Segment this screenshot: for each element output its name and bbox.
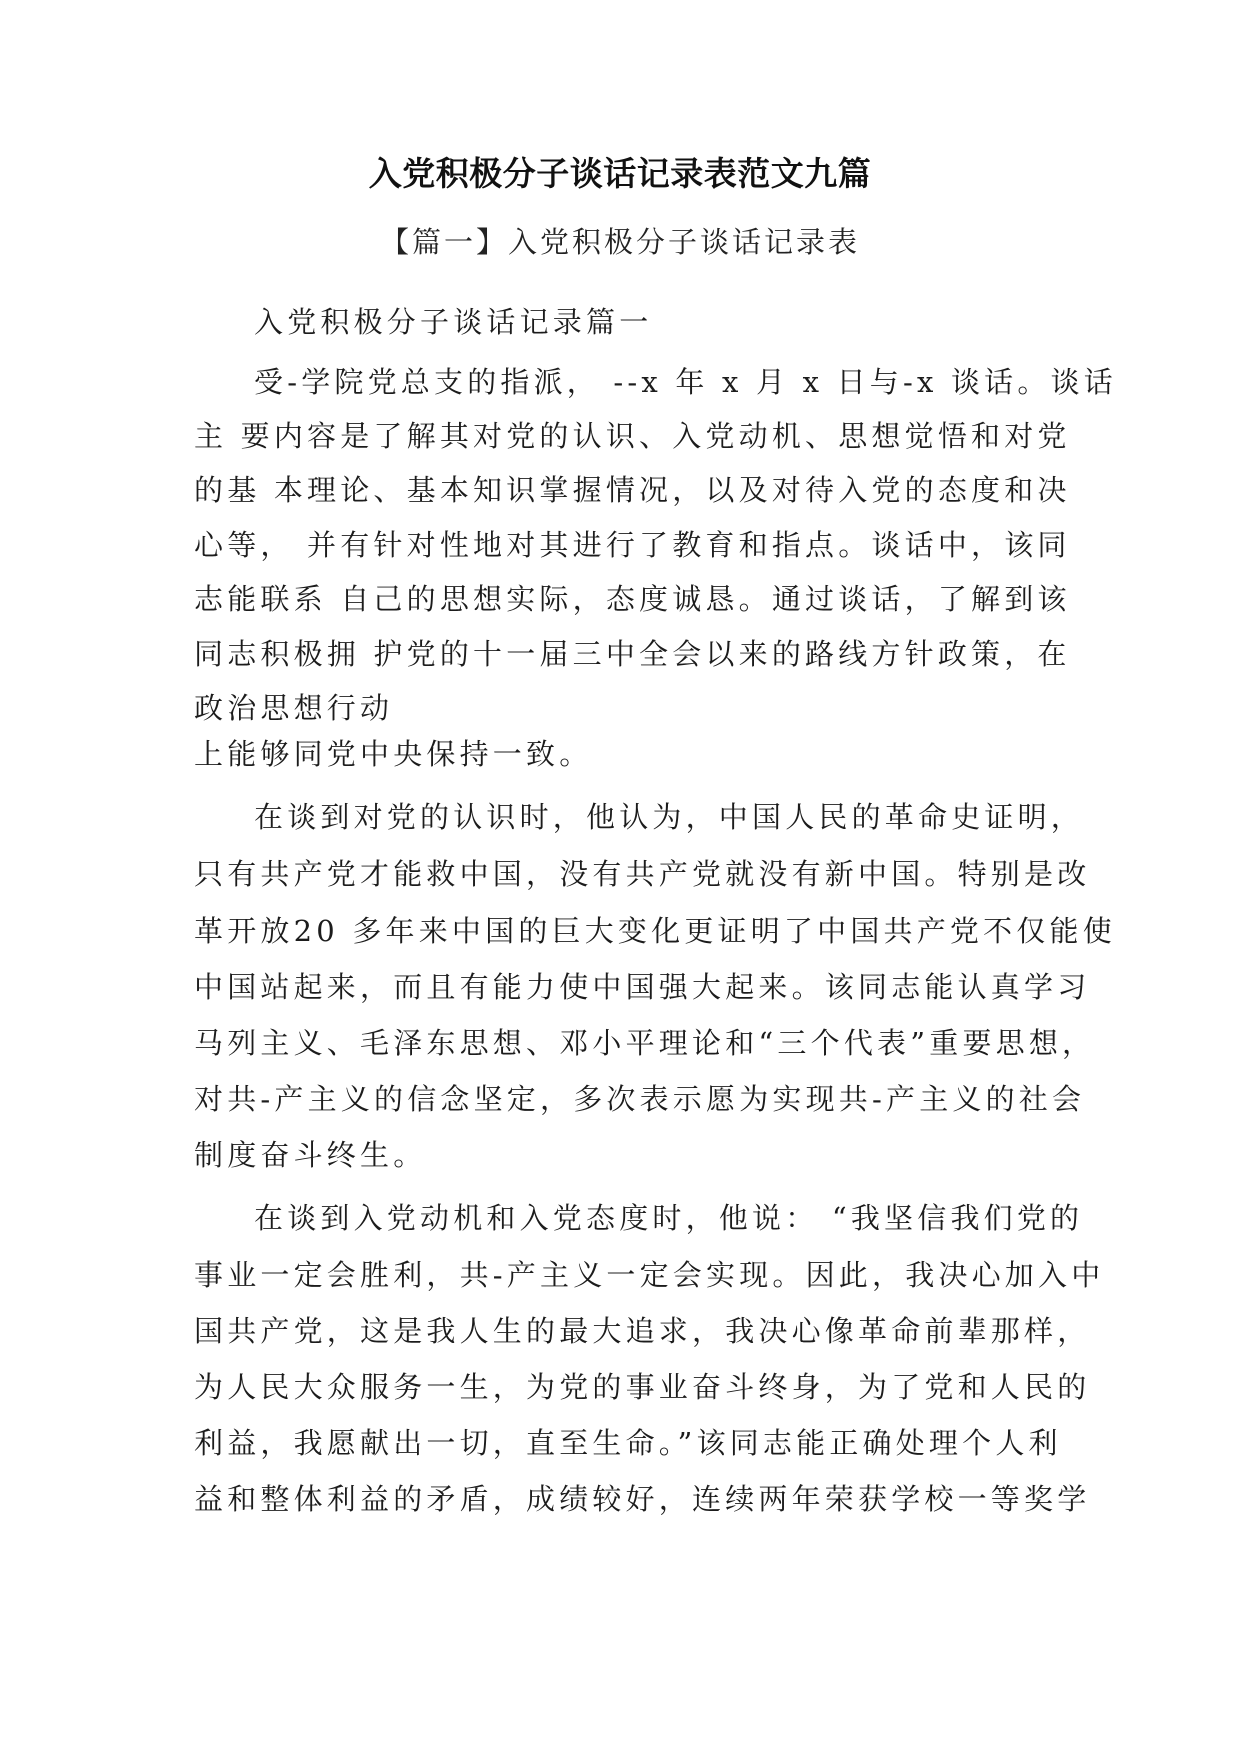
- paragraph-line: 事业一定会胜利，共-产主义一定会实现。因此，我决心加入中: [194, 1258, 1105, 1292]
- document-title: 入党积极分子谈话记录表范文九篇: [368, 154, 872, 193]
- paragraph-line: 国共产党，这是我人生的最大追求，我决心像革命前辈那样，: [194, 1314, 1091, 1348]
- paragraph-line: 的基 本理论、基本知识掌握情况，以及对待入党的态度和决: [194, 473, 1071, 507]
- paragraph-line: 只有共产党才能救中国，没有共产党就没有新中国。特别是改: [194, 857, 1091, 891]
- section-heading: 【篇一】入党积极分子谈话记录表: [379, 225, 860, 259]
- subheading: 入党积极分子谈话记录篇一: [254, 305, 653, 339]
- paragraph-line: 在谈到入党动机和入党态度时，他说： “我坚信我们党的: [254, 1201, 1084, 1235]
- paragraph-line: 同志积极拥 护党的十一届三中全会以来的路线方针政策，在: [194, 637, 1071, 671]
- paragraph-line: 中国站起来，而且有能力使中国强大起来。该同志能认真学习: [194, 970, 1091, 1004]
- paragraph-line: 主 要内容是了解其对党的认识、入党动机、思想觉悟和对党: [194, 419, 1071, 453]
- paragraph-line: 志能联系 自己的思想实际，态度诚恳。通过谈话，了解到该: [194, 582, 1071, 616]
- paragraph-line: 马列主义、毛泽东思想、邓小平理论和“三个代表”重要思想，: [194, 1026, 1096, 1060]
- paragraph-line: 对共-产主义的信念坚定，多次表示愿为实现共-产主义的社会: [194, 1082, 1086, 1116]
- paragraph-line: 心等， 并有针对性地对其进行了教育和指点。谈话中，该同: [194, 528, 1071, 562]
- paragraph-line: 为人民大众服务一生，为党的事业奋斗终身，为了党和人民的: [194, 1370, 1091, 1404]
- paragraph-line: 政治思想行动: [194, 691, 394, 725]
- paragraph-line: 在谈到对党的认识时，他认为，中国人民的革命史证明，: [254, 800, 1085, 834]
- paragraph-line: 革开放20 多年来中国的巨大变化更证明了中国共产党不仅能使: [194, 914, 1116, 948]
- paragraph-line: 益和整体利益的矛盾，成绩较好，连续两年荣获学校一等奖学: [194, 1482, 1091, 1516]
- paragraph-line: 受-学院党总支的指派， --x 年 x 月 x 日与-x 谈话。谈话: [254, 365, 1117, 399]
- paragraph-line: 上能够同党中央保持一致。: [194, 737, 593, 771]
- paragraph-line: 利益，我愿献出一切，直至生命。”该同志能正确处理个人利: [194, 1426, 1062, 1460]
- paragraph-line: 制度奋斗终生。: [194, 1138, 427, 1172]
